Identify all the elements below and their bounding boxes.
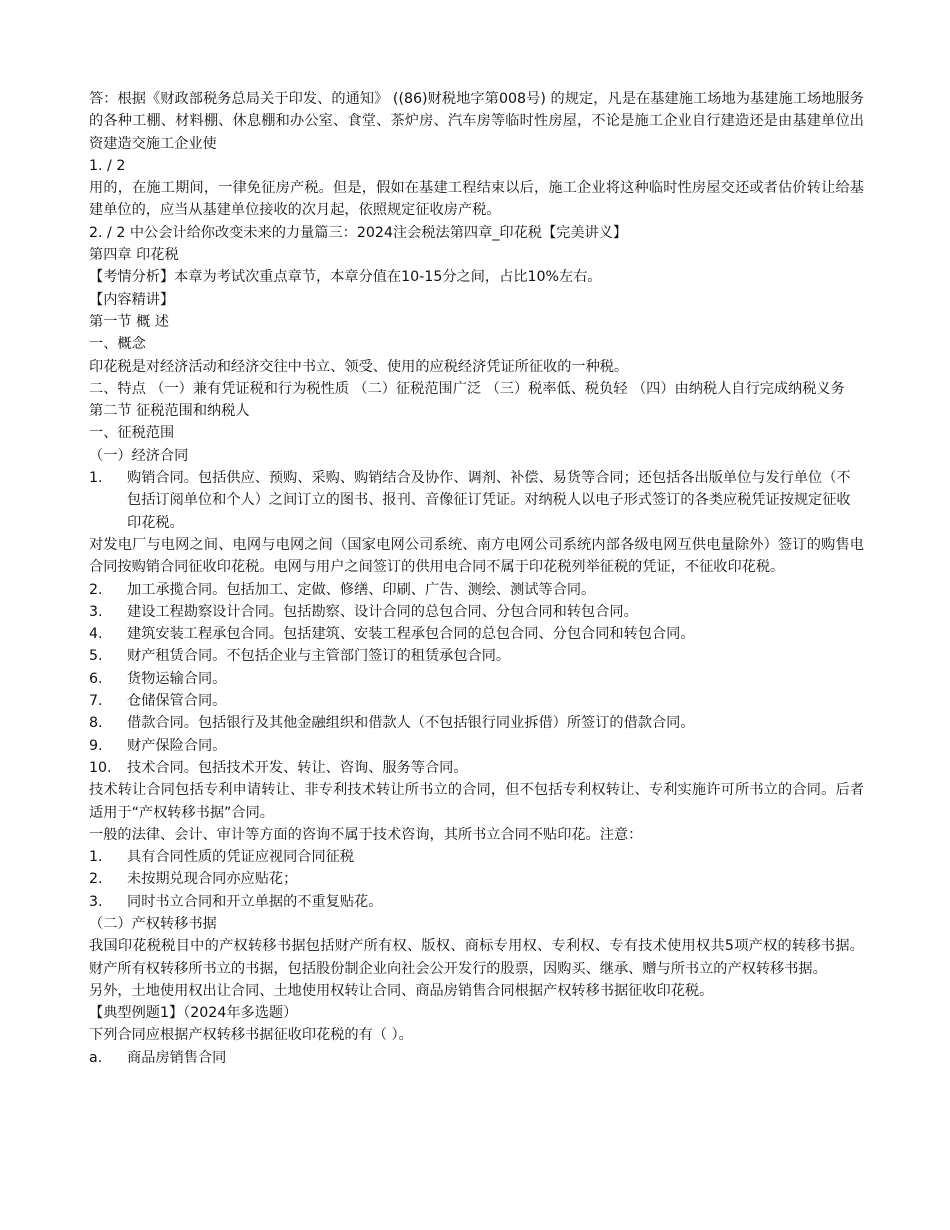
content-heading: 【内容精讲】 [89,291,175,308]
list-text: 财产保险合同。 [127,737,227,754]
power-grid-note: 对发电厂与电网之间、电网与电网之间（国家电网公司系统、南方电网公司系统内部各级电网互供电量除外）签订的购售电合同按购销合同征收印花税。电网与用户之间签订的供用电合同不属于印花税列举征税的凭证，不征收印花税。 [89,536,864,576]
list-number: 1. [89,470,103,487]
list-text: 未按期兑现合同亦应贴花； [127,871,298,888]
list-text: 技术合同。包括技术开发、转让、咨询、服务等合同。 [127,759,468,776]
list-item [89,712,864,734]
list-number: 6. [89,670,103,687]
list-item [89,757,864,779]
concept-text: 印花税是对经济活动和经济交往中书立、领受、使用的应税经济凭证所征收的一种税。 [89,358,629,375]
list-text: 购销合同。包括供应、预购、采购、购销结合及协作、调剂、补偿、易货等合同；还包括各出版单位与发行单位（不包括订阅单位和个人）之间订立的图书、报刊、音像征订凭证。对纳税人以电子形式签订的各类应税凭证按规定征收印花税。 [127,470,851,531]
list-number: 7. [89,693,103,710]
consulting-note: 一般的法律、会计、审计等方面的咨询不属于技术咨询，其所书立合同不贴印花。注意： [89,826,643,843]
exam-analysis: 【考情分析】本章为考试次重点章节，本章分值在10-15分之间，占比10%左右。 [89,269,602,286]
list-number: 4. [89,626,103,643]
list-number: 10. [89,759,112,776]
question-text: 下列合同应根据产权转移书据征收印花税的有（ ）。 [89,1027,413,1044]
answer-paragraph: 答：根据《财政部税务总局关于印发、的通知》 ((86)财税地字第008号) 的规定，凡是在基建施工场地为基建施工场地服务的各种工棚、材料棚、休息棚和办公室、食堂、茶炉房、汽车房等临时性房屋，不论是施工企业自行建造还是由基建单位出资建造交施工企业使 [89,91,864,152]
option-text: 商品房销售合同 [127,1049,227,1066]
tech-transfer-note: 技术转让合同包括专利申请转让、非专利技术转让所书立的合同，但不包括专利权转让、专利实施许可所书立的合同。后者适用于“产权转移书据”合同。 [89,782,864,821]
list-text: 建设工程勘察设计合同。包括勘察、设计合同的总包合同、分包合同和转包合同。 [127,603,638,620]
page-marker-2: 2. / 2 中公会计给你改变未来的力量篇三：2024注会税法第四章_印花税【完美讲义】 [89,224,628,241]
list-item [89,601,864,623]
list-text: 具有合同性质的凭证应视同合同征税 [127,849,355,866]
section-1-title: 第一节 概 述 [89,313,169,330]
scope-heading: 一、征税范围 [89,425,175,442]
list-text: 同时书立合同和开立单据的不重复贴花。 [127,893,383,910]
list-text: 借款合同。包括银行及其他金融组织和借款人（不包括银行同业拆借）所签订的借款合同。 [127,715,695,732]
list-number: 2. [89,581,103,598]
list-item [89,645,864,667]
property-transfer-heading: （二）产权转移书据 [89,915,217,932]
note-item [89,846,864,868]
list-item [89,623,864,645]
answer-paragraph-continued: 用的，在施工期间，一律免征房产税。但是，假如在基建工程结束以后，施工企业将这种临时性房屋交还或者估价转让给基建单位的，应当从基建单位接收的次月起，依照规定征收房产税。 [89,180,864,219]
list-item [89,690,864,712]
concept-heading: 一、概念 [89,336,146,353]
list-item [89,735,864,757]
list-number: 1. [89,849,103,866]
list-number: 5. [89,648,103,665]
list-text: 财产租赁合同。不包括企业与主管部门签订的租赁承包合同。 [127,648,511,665]
list-text: 加工承揽合同。包括加工、定做、修缮、印刷、广告、测绘、测试等合同。 [127,581,596,598]
page-marker-1: 1. / 2 [89,157,126,174]
note-item [89,891,864,913]
note-item [89,868,864,890]
list-text: 建筑安装工程承包合同。包括建筑、安装工程承包合同的总包合同、分包合同和转包合同。 [127,626,695,643]
example-heading: 【典型例题1】（2024年多选题） [89,1005,298,1022]
property-transfer-text: 我国印花税税目中的产权转移书据包括财产所有权、版权、商标专用权、专利权、专有技术使用权共5项产权的转移书据。财产所有权转移所书立的书据，包括股份制企业向社会公开发行的股票，因购买、继承、赠与所书立的产权转移书据。 [89,938,864,977]
list-item [89,668,864,690]
list-number: 3. [89,603,103,620]
list-number: 8. [89,715,103,732]
list-item [89,579,864,601]
list-text: 仓储保管合同。 [127,693,227,710]
chapter-title: 第四章 印花税 [89,247,179,264]
list-number: 3. [89,893,103,910]
list-number: 2. [89,871,103,888]
list-text: 货物运输合同。 [127,670,227,687]
answer-option [89,1047,864,1069]
features-text: 二、特点 （一）兼有凭证税和行为税性质 （二）征税范围广泛 （三）税率低、税负轻 （四）由纳税人自行完成纳税义务 [89,380,845,397]
document-page [89,88,864,1069]
list-item [89,467,864,534]
list-number: 9. [89,737,103,754]
section-2-title: 第二节 征税范围和纳税人 [89,403,250,420]
option-letter: a. [89,1049,103,1066]
economic-contracts-heading: （一）经济合同 [89,447,189,464]
land-use-note: 另外，土地使用权出让合同、土地使用权转让合同、商品房销售合同根据产权转移书据征收印花税。 [89,982,714,999]
